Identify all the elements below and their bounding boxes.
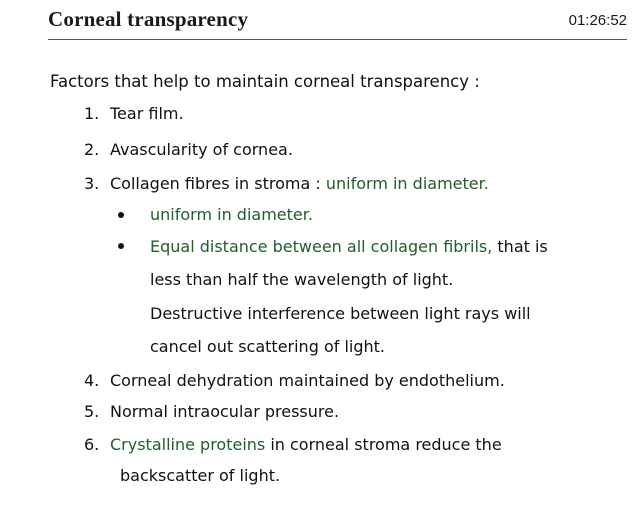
subbullet-tail: that is (492, 237, 548, 256)
item-text: in corneal stroma reduce the (265, 435, 502, 454)
list-item (84, 371, 505, 391)
list-item (84, 435, 502, 455)
subbullet-text (150, 237, 548, 257)
item-highlight: uniform in diameter. (320, 174, 489, 193)
bullet-icon (118, 212, 124, 218)
list-item (84, 104, 184, 124)
list-item (84, 402, 339, 422)
item-text: Collagen fibres in stroma : (110, 174, 321, 193)
item-number: 4. (84, 371, 100, 390)
bullet-icon (118, 243, 124, 249)
item-number: 5. (84, 402, 100, 421)
item-number: 3. (84, 174, 100, 193)
subbullet-continuation: cancel out scattering of light. (150, 337, 385, 356)
timestamp: 01:26:52 (568, 12, 627, 29)
item-highlight: Crystalline proteins (110, 435, 266, 454)
item-number: 1. (84, 104, 100, 123)
item-number: 6. (84, 435, 100, 454)
subbullet-highlight: Equal distance between all collagen fibrils, (150, 237, 493, 256)
item-number: 2. (84, 140, 100, 159)
subbullet-text: uniform in diameter. (150, 205, 313, 224)
intro-text: Factors that help to maintain corneal transparency : (50, 72, 480, 91)
item-text: Avascularity of cornea. (110, 140, 293, 159)
item-text: Corneal dehydration maintained by endothelium. (110, 371, 505, 390)
slide-title: Corneal transparency (48, 7, 249, 31)
list-item (84, 140, 293, 160)
item-text: Tear film. (110, 104, 184, 123)
item-continuation: backscatter of light. (120, 466, 281, 485)
item-text: Normal intraocular pressure. (110, 402, 340, 421)
subbullet-continuation: less than half the wavelength of light. (150, 270, 454, 289)
subbullet-continuation: Destructive interference between light rays will (150, 304, 531, 323)
list-item (84, 174, 489, 194)
